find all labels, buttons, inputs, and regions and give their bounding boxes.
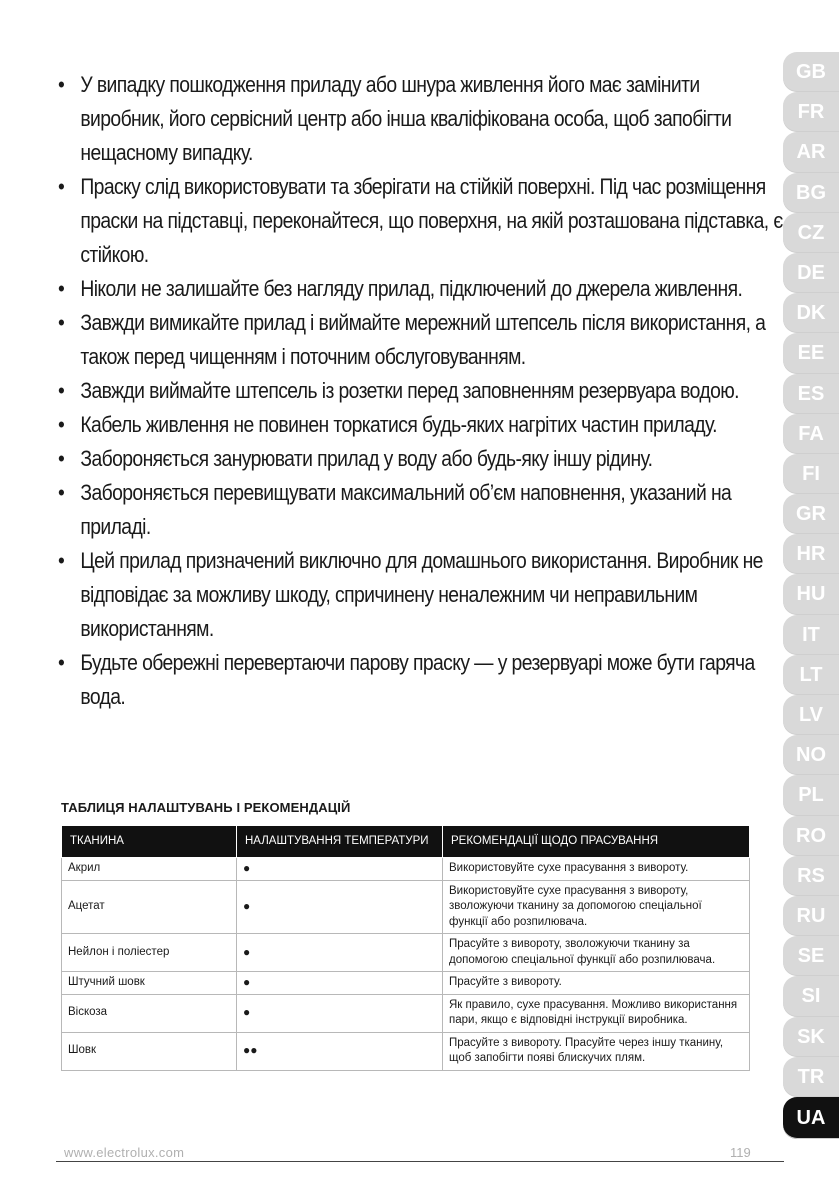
language-tab[interactable]: RU — [783, 896, 839, 936]
table-row — [62, 934, 750, 972]
table-row — [62, 880, 750, 934]
language-tab[interactable]: NO — [783, 735, 839, 775]
language-tab[interactable]: BG — [783, 173, 839, 213]
header-temperature: НАЛАШТУВАННЯ ТЕМПЕРАТУРИ — [237, 826, 443, 858]
bullet-item: • Кабель живлення не повинен торкатися будь-яких нагрітих частин приладу. — [58, 408, 786, 442]
language-tab[interactable]: SE — [783, 936, 839, 976]
advice-cell: Використовуйте сухе прасування з вивороту, зволожуючи тканину за допомогою спеціальної функції або розпилювача. — [443, 880, 750, 934]
language-tab-active[interactable]: UA — [783, 1097, 839, 1139]
language-tab[interactable]: TR — [783, 1057, 839, 1097]
bullet-item: • Завжди вимикайте прилад і виймайте мережний штепсель після використання, а також перед чищенням і поточним обслуговуванням. — [58, 306, 786, 374]
language-tab[interactable]: CZ — [783, 213, 839, 253]
advice-cell: Прасуйте з вивороту. — [443, 972, 750, 995]
bullet-item: • У випадку пошкодження приладу або шнура живлення його має замінити виробник, його сервісний центр або інша кваліфікована особа, щоб запобігти нещасному випадку. — [58, 68, 786, 170]
temperature-dots: ● — [237, 858, 443, 881]
bullet-item: • Цей прилад призначений виключно для домашнього використання. Виробник не відповідає за можливу шкоду, спричинену неналежним чи неправильним використанням. — [58, 544, 786, 646]
language-tab[interactable]: HR — [783, 534, 839, 574]
language-tabs — [783, 52, 839, 1139]
language-tab[interactable]: GR — [783, 494, 839, 534]
table-row — [62, 858, 750, 881]
advice-cell: Прасуйте з вивороту, зволожуючи тканину за допомогою спеціальної функції або розпилювача. — [443, 934, 750, 972]
temperature-dots: ● — [237, 880, 443, 934]
language-tab[interactable]: DK — [783, 293, 839, 333]
fabric-cell: Віскоза — [62, 994, 237, 1032]
footer-divider — [56, 1161, 784, 1162]
page-number: 119 — [730, 1145, 751, 1160]
bullet-item: • Забороняється занурювати прилад у воду або будь-яку іншу рідину. — [58, 442, 786, 476]
ironing-settings-table — [61, 825, 750, 1071]
language-tab[interactable]: RS — [783, 856, 839, 896]
language-tab[interactable]: FA — [783, 414, 839, 454]
language-tab[interactable]: FI — [783, 454, 839, 494]
fabric-cell: Шовк — [62, 1032, 237, 1070]
fabric-cell: Нейлон і поліестер — [62, 934, 237, 972]
table-row — [62, 1032, 750, 1070]
language-tab[interactable]: HU — [783, 574, 839, 614]
advice-cell: Використовуйте сухе прасування з вивороту. — [443, 858, 750, 881]
safety-bullet-list — [58, 68, 783, 714]
language-tab[interactable]: FR — [783, 92, 839, 132]
table-header-row — [62, 826, 750, 858]
language-tab[interactable]: EE — [783, 333, 839, 373]
language-tab[interactable]: ES — [783, 374, 839, 414]
bullet-item: • Забороняється перевищувати максимальний об’єм наповнення, указаний на приладі. — [58, 476, 786, 544]
bullet-item: • Ніколи не залишайте без нагляду прилад, підключений до джерела живлення. — [58, 272, 786, 306]
temperature-dots: ● — [237, 934, 443, 972]
bullet-item: • Завжди виймайте штепсель із розетки перед заповненням резервуара водою. — [58, 374, 786, 408]
fabric-cell: Штучний шовк — [62, 972, 237, 995]
footer-url[interactable]: www.electrolux.com — [64, 1145, 185, 1160]
temperature-dots: ● — [237, 972, 443, 995]
table-row — [62, 994, 750, 1032]
temperature-dots: ● — [237, 994, 443, 1032]
language-tab[interactable]: GB — [783, 52, 839, 92]
advice-cell: Прасуйте з вивороту. Прасуйте через іншу тканину, щоб запобігти появі блискучих плям. — [443, 1032, 750, 1070]
header-fabric: ТКАНИНА — [62, 826, 237, 858]
language-tab[interactable]: SK — [783, 1017, 839, 1057]
language-tab[interactable]: IT — [783, 615, 839, 655]
advice-cell: Як правило, сухе прасування. Можливо використання пари, якщо є відповідні інструкції виробника. — [443, 994, 750, 1032]
language-tab[interactable]: AR — [783, 132, 839, 172]
fabric-cell: Ацетат — [62, 880, 237, 934]
fabric-cell: Акрил — [62, 858, 237, 881]
header-recommendations: РЕКОМЕНДАЦІЇ ЩОДО ПРАСУВАННЯ — [443, 826, 750, 858]
language-tab[interactable]: DE — [783, 253, 839, 293]
table-title: ТАБЛИЦЯ НАЛАШТУВАНЬ І РЕКОМЕНДАЦІЙ — [61, 800, 351, 815]
language-tab[interactable]: SI — [783, 976, 839, 1016]
language-tab[interactable]: LT — [783, 655, 839, 695]
temperature-dots: ●● — [237, 1032, 443, 1070]
table-row — [62, 972, 750, 995]
language-tab[interactable]: PL — [783, 775, 839, 815]
bullet-item: • Будьте обережні перевертаючи парову праску — у резервуарі може бути гаряча вода. — [58, 646, 786, 714]
bullet-item: • Праску слід використовувати та зберігати на стійкій поверхні. Під час розміщення праски на підставці, переконайтеся, що поверхня, на якій розташована підставка, є стійкою. — [58, 170, 786, 272]
language-tab[interactable]: RO — [783, 816, 839, 856]
language-tab[interactable]: LV — [783, 695, 839, 735]
